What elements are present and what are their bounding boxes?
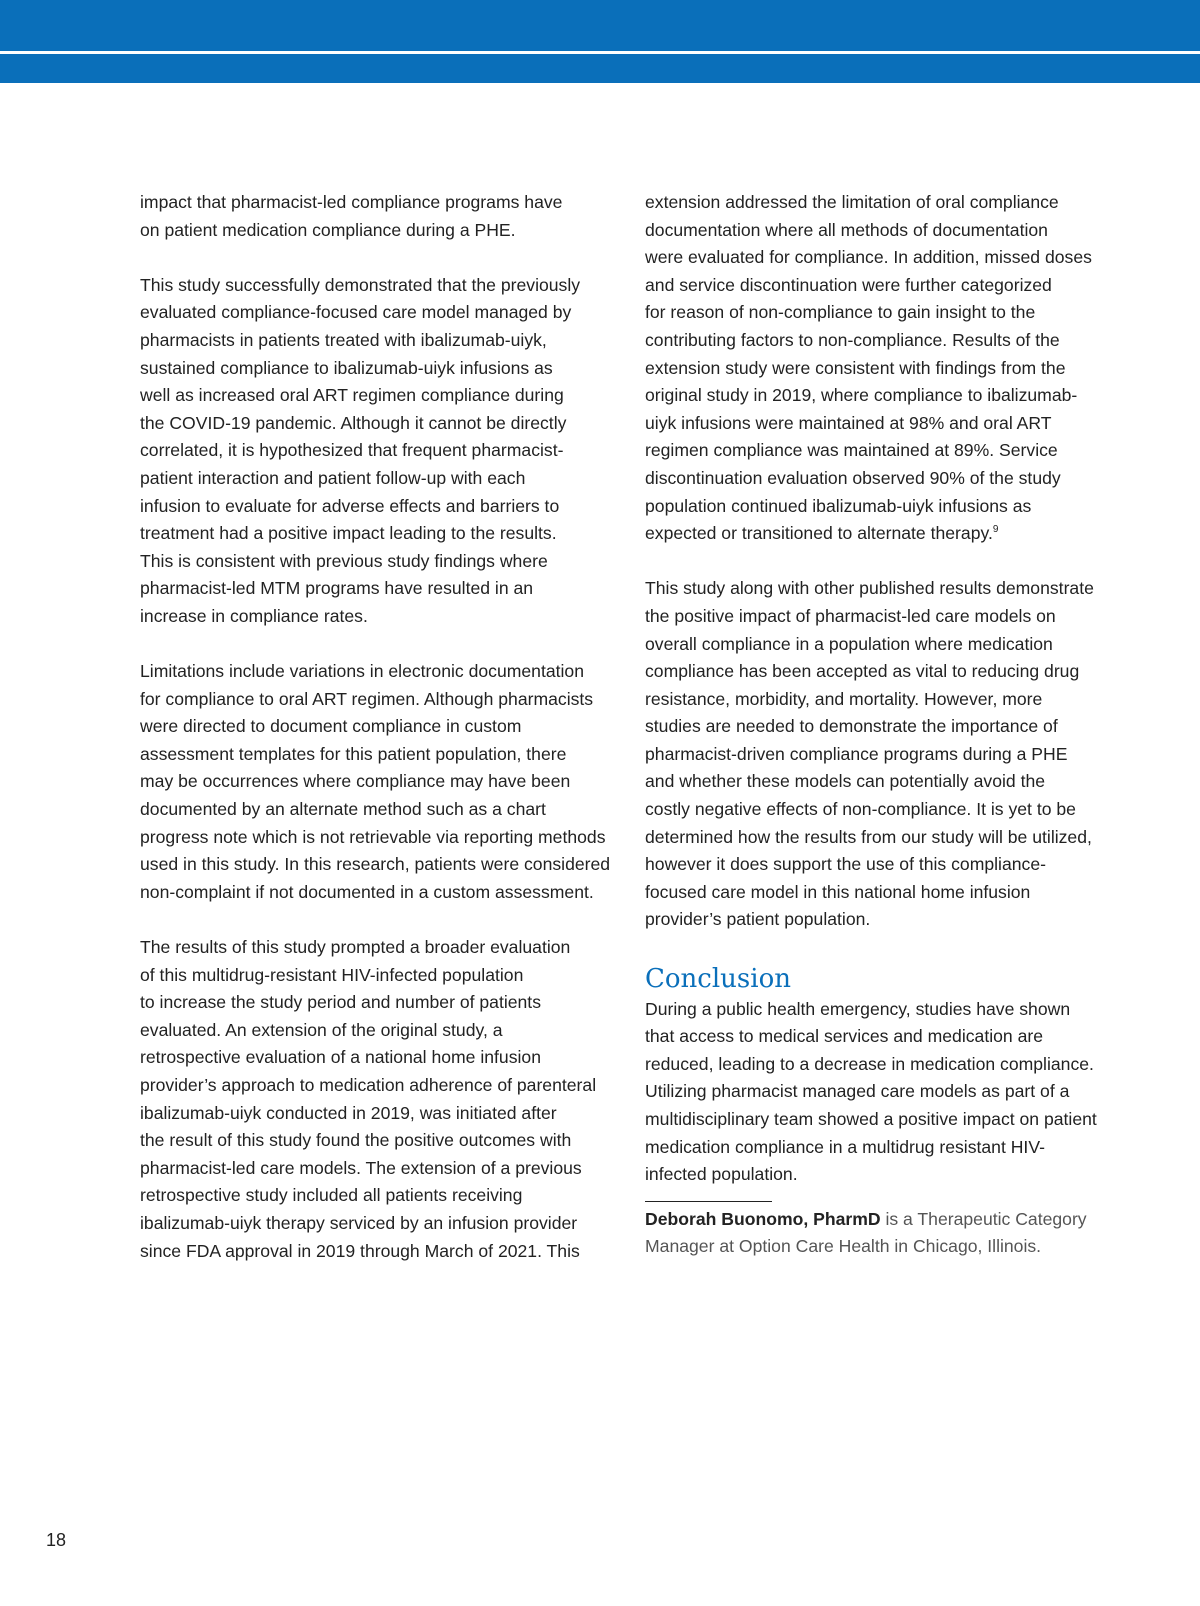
- body-paragraph: This study successfully demonstrated that the previously evaluated compliance-focused care model managed by pharmacists in patients treated with ibalizumab-uiyk, sustained compliance to ibalizumab-uiyk infusions as well as increased oral ART regimen compliance during the COVID-19 pandemic. Although it cannot be directly correlated, it is hypothesized that frequent pharmacist- patient interaction and patient follow-up with each infusion to evaluate for adverse effects and barriers to treatment had a positive impact leading to the results. This is consistent with previous study findings where pharmacist-led MTM programs have resulted in an increase in compliance rates.: [140, 274, 581, 626]
- left-column: [140, 189, 620, 1265]
- header-band: [0, 0, 1200, 83]
- body-paragraph: Limitations include variations in electronic documentation for compliance to oral ART regimen. Although pharmacists were directed to document compliance in custom assessment templates for this patient population, there may be occurrences where compliance may have been documented by an alternate method such as a chart progress note which is not retrievable via reporting methods used in this study. In this research, patients were considered non-complaint if not documented in a custom assessment.: [140, 661, 611, 902]
- conclusion-heading: Conclusion: [645, 963, 791, 994]
- body-paragraph: This study along with other published results demonstrate the positive impact of pharmacist-led care models on overall compliance in a population where medication compliance has been accepted as vital to reducing drug resistance, morbidity, and mortality. However, more studies are needed to demonstrate the importance of pharmacist-driven compliance programs during a PHE and whether these models can potentially avoid the costly negative effects of non-compliance. It is yet to be determined how the results from our study will be utilized, however it does support the use of this compliance- focused care model in this national home infusion provider’s patient population.: [645, 578, 1094, 930]
- footnote-reference: 9: [992, 524, 999, 536]
- header-divider: [0, 51, 1200, 54]
- body-paragraph: The results of this study prompted a broader evaluation of this multidrug-resistant HIV-infected population to increase the study period and number of patients evaluated. An extension of the original study, a retrospective evaluation of a national home infusion provider’s approach to medication adherence of parenteral ibalizumab-uiyk conducted in 2019, was initiated after the result of this study found the positive outcomes with pharmacist-led care models. The extension of a previous retrospective study included all patients receiving ibalizumab-uiyk therapy serviced by an infusion provider since FDA approval in 2019 through March of 2021. This: [140, 937, 597, 1261]
- author-name: Deborah Buonomo, PharmD: [645, 1208, 881, 1229]
- author-bio: [645, 1206, 1135, 1261]
- body-paragraph: impact that pharmacist-led compliance programs have on patient medication compliance during a PHE.: [140, 192, 563, 240]
- body-paragraph: [645, 189, 1135, 548]
- conclusion-paragraph: During a public health emergency, studies have shown that access to medical services and medication are reduced, leading to a decrease in medication compliance. Utilizing pharmacist managed care models as part of a multidisciplinary team showed a positive impact on patient medication compliance in a multidrug resistant HIV- infected population.: [645, 998, 1097, 1185]
- paragraph-text: extension addressed the limitation of oral compliance documentation where all methods of documentation were evaluated for compliance. In addition, missed doses and service discontinuation were further categorized for reason of non-compliance to gain insight to the contributing factors to non-compliance. Results of the extension study were consistent with findings from the original study in 2019, where compliance to ibalizumab- uiyk infusions were maintained at 98% and oral ART regimen compliance was maintained at 89%. Service discontinuation evaluation observed 90% of the study population continued ibalizumab-uiyk infusions as expected or transitioned to alternate therapy.: [645, 192, 1092, 544]
- author-description: is a Therapeutic Category Manager at Option Care Health in Chicago, Illinois.: [645, 1208, 1087, 1257]
- page-number: 18: [46, 1530, 67, 1550]
- author-divider: [645, 1201, 772, 1202]
- right-column: [645, 189, 1135, 1261]
